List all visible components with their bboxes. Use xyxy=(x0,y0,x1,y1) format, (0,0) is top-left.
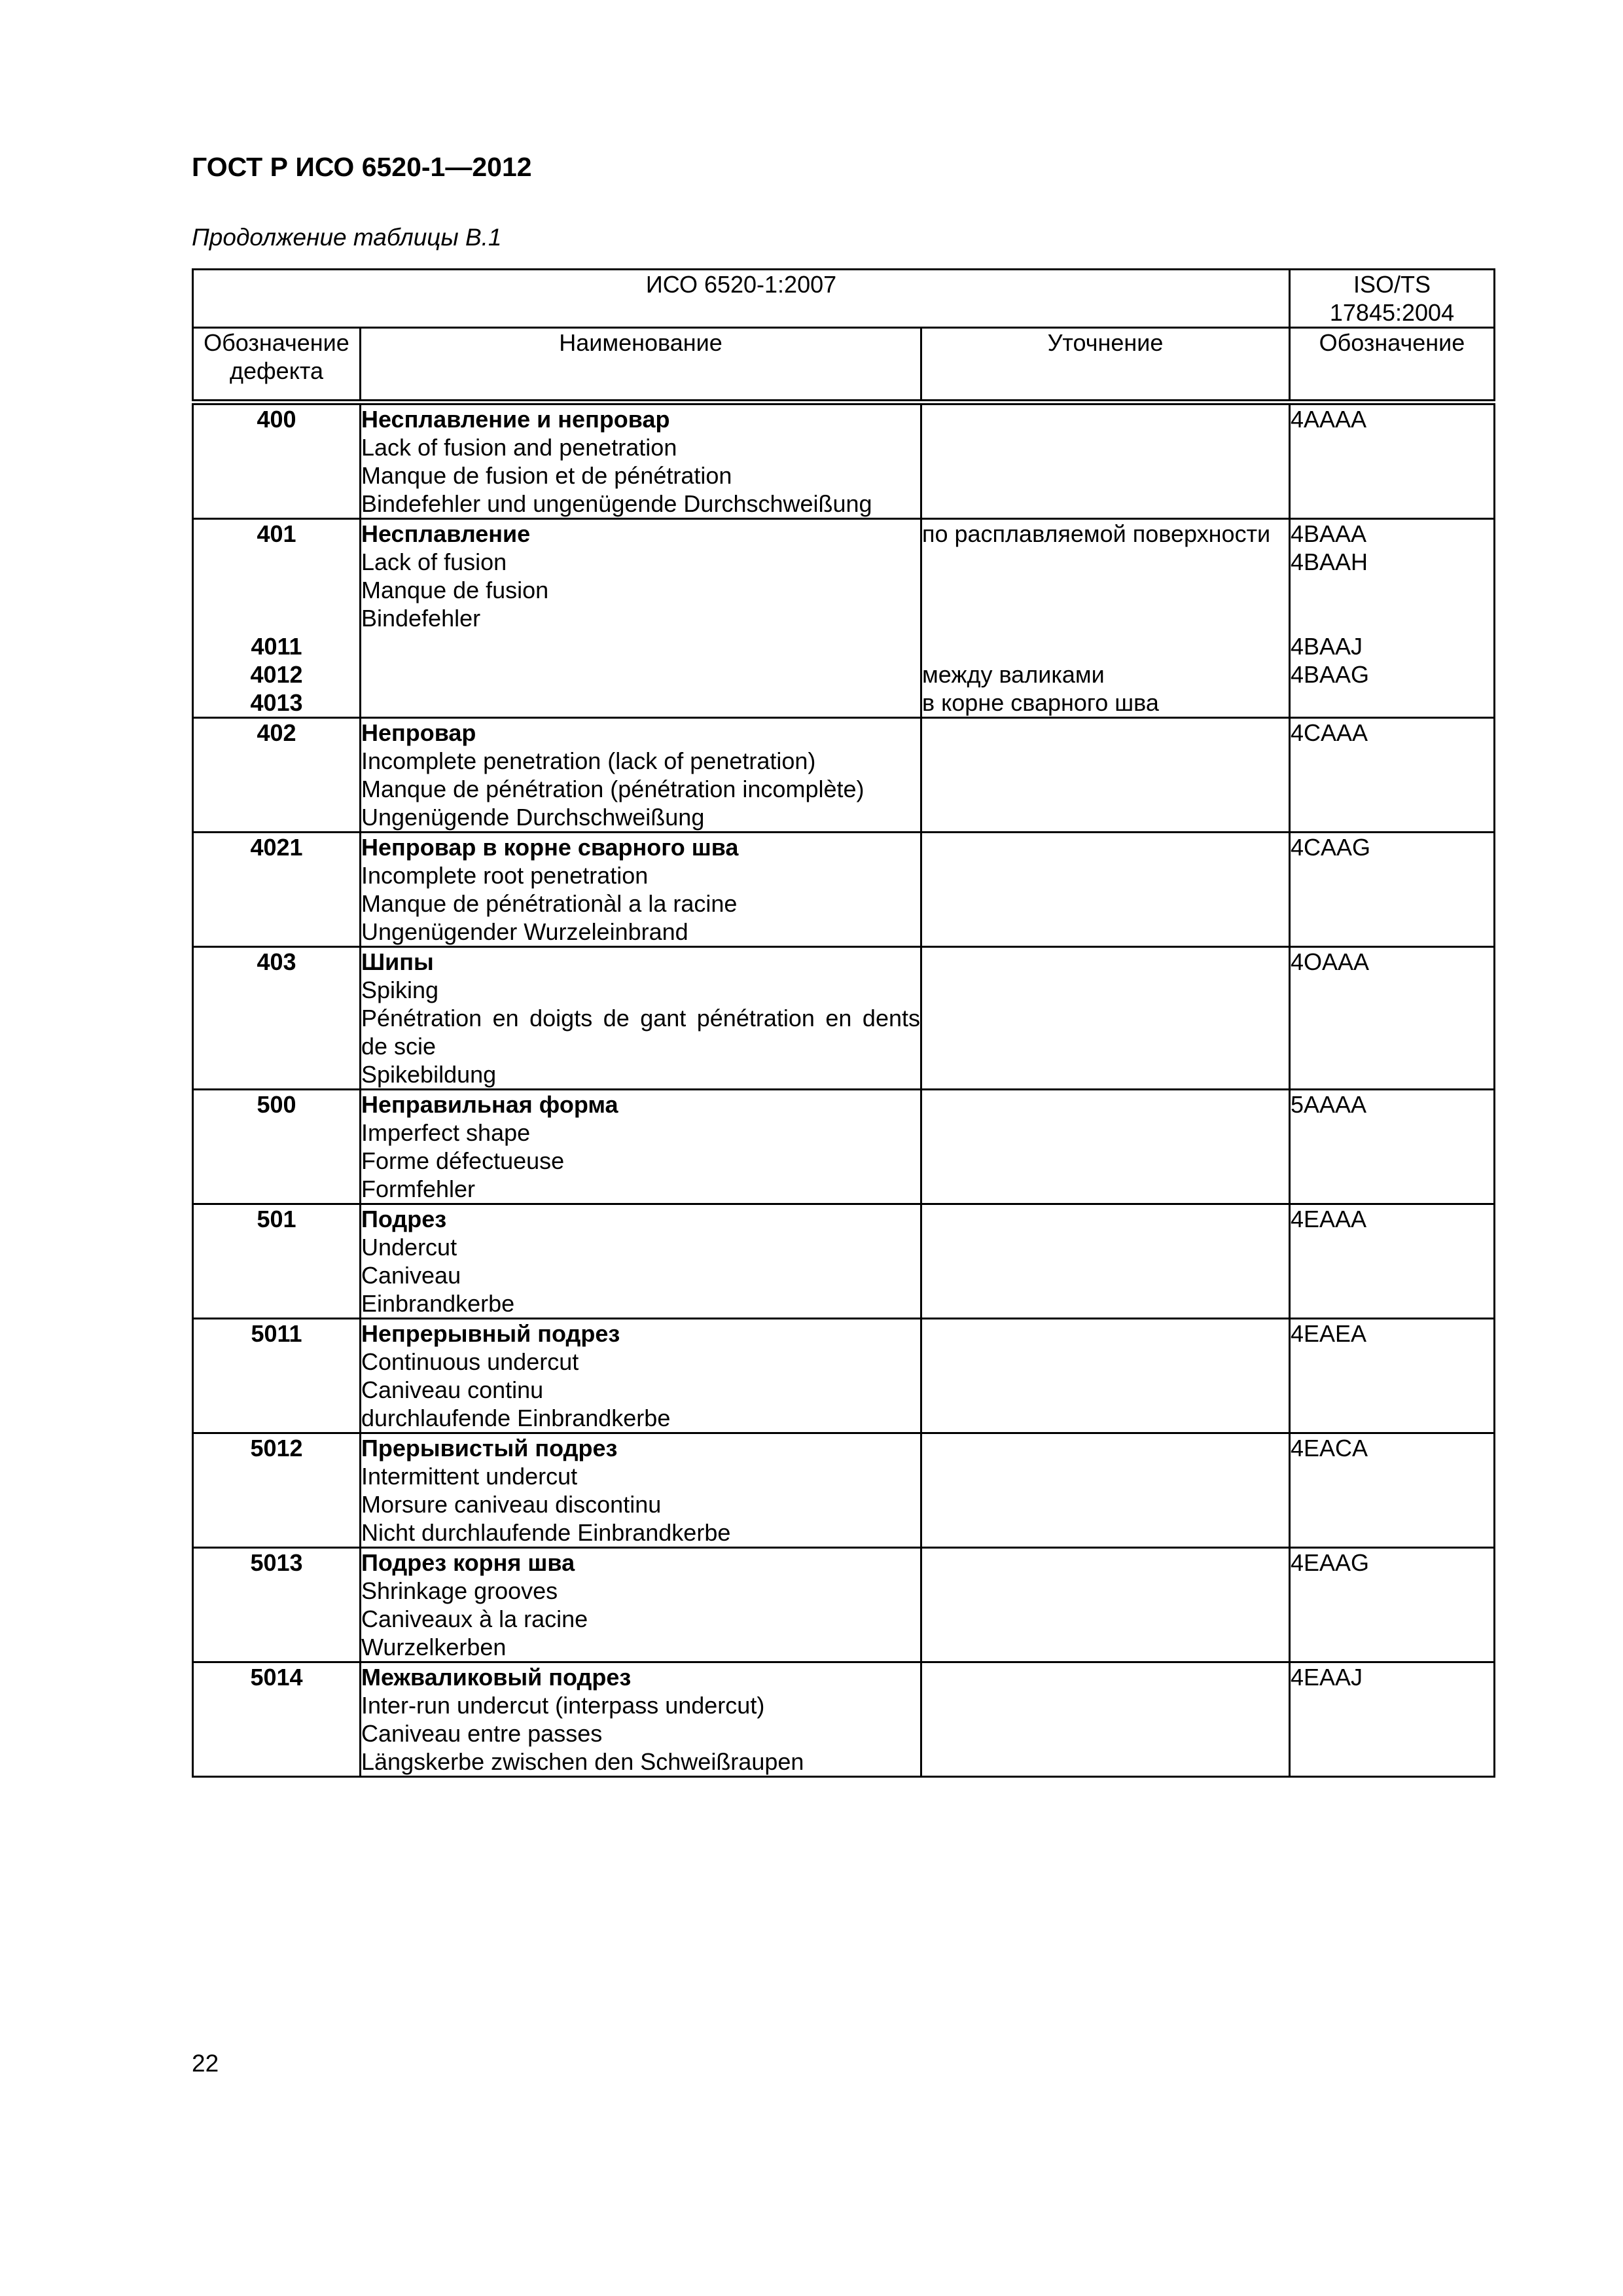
table-row xyxy=(193,947,1495,1090)
defect-code: 500 xyxy=(193,1090,361,1204)
defect-code: 5014 xyxy=(193,1662,361,1777)
defect-name-ru: Непровар xyxy=(361,719,476,746)
defect-name-en: Intermittent undercut xyxy=(361,1463,578,1490)
table-row xyxy=(193,833,1495,947)
table-row xyxy=(193,1204,1495,1319)
designation: 4CAAA xyxy=(1291,719,1368,746)
designation: 4EACA xyxy=(1291,1435,1368,1462)
designation-cell xyxy=(1290,1319,1495,1433)
defect-code: 4021 xyxy=(193,833,361,947)
table-row xyxy=(193,519,1495,718)
defect-name-fr: Manque de fusion et de pénétration xyxy=(361,462,732,489)
defect-name-ru: Несплавление и непровар xyxy=(361,406,670,433)
column-header-code: Обозначение дефекта xyxy=(193,328,361,403)
table-column-header-row xyxy=(193,328,1495,403)
defect-name-en: Undercut xyxy=(361,1234,457,1261)
defect-name-ru: Непрерывный подрез xyxy=(361,1320,620,1347)
defect-name-cell xyxy=(361,1319,921,1433)
designation: 4EAAA xyxy=(1291,1206,1367,1232)
defect-name-fr: Forme défectueuse xyxy=(361,1147,565,1174)
defect-name-fr: Caniveaux à la racine xyxy=(361,1605,588,1632)
clarification-cell xyxy=(921,519,1290,718)
defect-name-en: Incomplete penetration (lack of penetration) xyxy=(361,747,816,774)
defect-name-cell xyxy=(361,403,921,519)
designation-cell xyxy=(1290,403,1495,519)
defect-name-de: Ungenügender Wurzeleinbrand xyxy=(361,918,688,945)
designation-cell xyxy=(1290,1204,1495,1319)
defect-name-cell xyxy=(361,947,921,1090)
table-group-header-row xyxy=(193,270,1495,328)
defect-name-de: Formfehler xyxy=(361,1175,476,1202)
defect-code: 5011 xyxy=(193,1319,361,1433)
clarification-cell xyxy=(921,1090,1290,1204)
clarification-cell xyxy=(921,947,1290,1090)
clarification-cell xyxy=(921,1433,1290,1548)
defect-name-de: Wurzelkerben xyxy=(361,1634,507,1660)
designation: 4EAAG xyxy=(1291,1549,1370,1576)
table-caption: Продолжение таблицы В.1 xyxy=(192,224,502,251)
clarification: в корне сварного шва xyxy=(922,689,1159,716)
defect-name-cell xyxy=(361,1204,921,1319)
defect-subcode: 4011 xyxy=(251,633,302,660)
designation-cell xyxy=(1290,947,1495,1090)
defect-name-fr: Pénétration en doigts de gant pénétration en dents de scie xyxy=(361,1005,920,1060)
defect-code: 403 xyxy=(193,947,361,1090)
defect-code: 501 xyxy=(193,1204,361,1319)
defect-name-fr: Morsure caniveau discontinu xyxy=(361,1491,662,1518)
defect-code: 401 xyxy=(257,520,296,547)
designation: 4BAAA xyxy=(1291,520,1367,547)
table-row xyxy=(193,1548,1495,1662)
designation: 4BAAH xyxy=(1291,548,1368,575)
designation-cell xyxy=(1290,718,1495,833)
defect-name-en: Lack of fusion and penetration xyxy=(361,434,677,461)
defect-name-fr: Manque de pénétration (pénétration incomplète) xyxy=(361,776,865,802)
clarification: между валиками xyxy=(922,661,1105,688)
defect-name-en: Lack of fusion xyxy=(361,548,507,575)
defect-name-de: durchlaufende Einbrandkerbe xyxy=(361,1405,671,1431)
defect-name-de: Spikebildung xyxy=(361,1061,497,1088)
document-header: ГОСТ Р ИСО 6520-1—2012 xyxy=(192,152,532,182)
clarification-cell xyxy=(921,718,1290,833)
defect-name-en: Imperfect shape xyxy=(361,1119,531,1146)
group-header-iso: ИСО 6520-1:2007 xyxy=(193,270,1290,328)
defect-name-cell xyxy=(361,1548,921,1662)
designation: 4AAAA xyxy=(1291,406,1367,433)
clarification-cell xyxy=(921,1204,1290,1319)
defect-subcode: 4013 xyxy=(250,689,303,716)
defect-name-cell xyxy=(361,833,921,947)
defect-name-ru: Шипы xyxy=(361,948,434,975)
defect-subcode: 4012 xyxy=(250,661,303,688)
group-header-ts: ISO/TS 17845:2004 xyxy=(1290,270,1495,328)
defect-code: 5012 xyxy=(193,1433,361,1548)
defect-name-ru: Неправильная форма xyxy=(361,1091,618,1118)
defect-name-cell xyxy=(361,519,921,718)
designation-cell xyxy=(1290,833,1495,947)
defect-name-en: Shrinkage grooves xyxy=(361,1577,558,1604)
clarification-cell xyxy=(921,1662,1290,1777)
designation: 5AAAA xyxy=(1291,1091,1367,1118)
designation-cell xyxy=(1290,1662,1495,1777)
designation-cell xyxy=(1290,1548,1495,1662)
defect-name-ru: Подрез xyxy=(361,1206,447,1232)
defects-table xyxy=(192,268,1495,1778)
defect-name-fr: Manque de pénétrationàl a la racine xyxy=(361,890,738,917)
defect-name-fr: Caniveau xyxy=(361,1262,461,1289)
defect-name-de: Nicht durchlaufende Einbrandkerbe xyxy=(361,1519,731,1546)
defect-name-de: Bindefehler und ungenügende Durchschweißung xyxy=(361,490,872,517)
page-number: 22 xyxy=(192,2050,219,2077)
clarification-cell xyxy=(921,833,1290,947)
table-row xyxy=(193,1090,1495,1204)
table-row xyxy=(193,718,1495,833)
defect-name-de: Bindefehler xyxy=(361,605,481,632)
defect-name-en: Continuous undercut xyxy=(361,1348,579,1375)
table-row xyxy=(193,1433,1495,1548)
defect-name-de: Einbrandkerbe xyxy=(361,1290,515,1317)
defect-name-ru: Несплавление xyxy=(361,520,531,547)
clarification-cell xyxy=(921,1548,1290,1662)
defect-name-cell xyxy=(361,718,921,833)
defect-name-en: Incomplete root penetration xyxy=(361,862,649,889)
defect-name-de: Ungenügende Durchschweißung xyxy=(361,804,705,831)
designation-cell xyxy=(1290,1433,1495,1548)
column-header-designation: Обозначение xyxy=(1290,328,1495,403)
defect-name-cell xyxy=(361,1090,921,1204)
defect-name-cell xyxy=(361,1433,921,1548)
table-row xyxy=(193,1319,1495,1433)
designation: 4EAEA xyxy=(1291,1320,1367,1347)
defect-name-en: Inter-run undercut (interpass undercut) xyxy=(361,1692,765,1719)
table-row xyxy=(193,1662,1495,1777)
designation: 4EAAJ xyxy=(1291,1664,1363,1691)
defect-name-cell xyxy=(361,1662,921,1777)
designation: 4CAAG xyxy=(1291,834,1371,861)
defect-code: 402 xyxy=(193,718,361,833)
column-header-clarification: Уточнение xyxy=(921,328,1290,403)
clarification-cell xyxy=(921,403,1290,519)
defect-name-de: Längskerbe zwischen den Schweißraupen xyxy=(361,1748,804,1775)
designation: 4BAAJ xyxy=(1291,633,1363,660)
defect-code-cell xyxy=(193,519,361,718)
designation: 4OAAA xyxy=(1291,948,1370,975)
defect-name-ru: Непровар в корне сварного шва xyxy=(361,834,739,861)
defect-code: 5013 xyxy=(193,1548,361,1662)
clarification-cell xyxy=(921,1319,1290,1433)
designation-cell xyxy=(1290,519,1495,718)
designation: 4BAAG xyxy=(1291,661,1370,688)
defect-name-ru: Прерывистый подрез xyxy=(361,1435,618,1462)
column-header-name: Наименование xyxy=(361,328,921,403)
defect-name-fr: Caniveau entre passes xyxy=(361,1720,603,1747)
defect-name-fr: Caniveau continu xyxy=(361,1376,544,1403)
clarification: по расплавляемой поверхности xyxy=(922,520,1271,547)
defect-name-fr: Manque de fusion xyxy=(361,577,549,603)
defect-name-ru: Подрез корня шва xyxy=(361,1549,575,1576)
defect-name-ru: Межваликовый подрез xyxy=(361,1664,632,1691)
defect-name-en: Spiking xyxy=(361,977,439,1003)
defect-code: 400 xyxy=(193,403,361,519)
table-row xyxy=(193,403,1495,519)
designation-cell xyxy=(1290,1090,1495,1204)
